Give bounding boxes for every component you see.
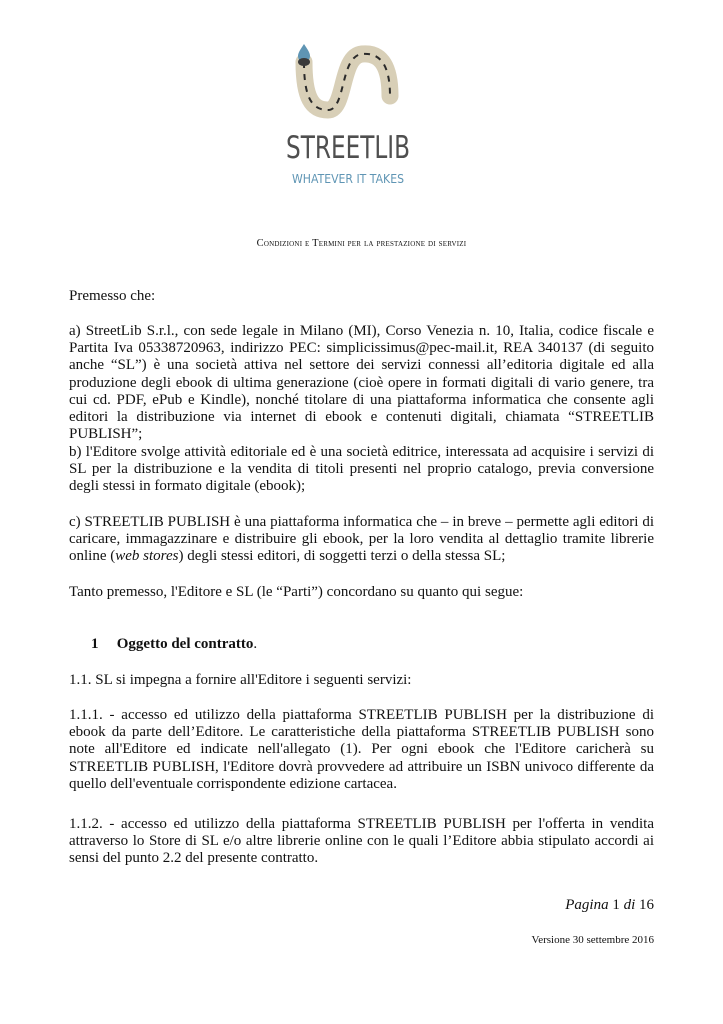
- intro-line: Premesso che:: [69, 288, 156, 304]
- premise-closing: Tanto premesso, l'Editore e SL (le “Parti”) concordano su quanto qui segue:: [69, 584, 524, 600]
- page-word: Pagina: [565, 897, 609, 913]
- section-1-suffix: .: [253, 636, 258, 652]
- streetlib-logo-graphic: [278, 38, 418, 198]
- premise-c-text-2: ) degli stessi editori, di soggetti terzi o della stessa SL;: [178, 548, 506, 565]
- page-current: 1: [612, 897, 620, 913]
- premise-a: a) StreetLib S.r.l., con sede legale in Milano (MI), Corso Venezia n. 10, Italia, codice fiscale e Partita Iva 05338720963, indirizzo PEC: simplicissimus@pec-mail.it, REA 340137 (di seguito anche “SL”) è una società attiva nel settore dei servizi connessi all’editoria digitale ed alla produzione degli ebook di ultima generazione (cioè opere in formati digitali di vario genere, tra cui cd. PDF, ePub e Kindle), nonché titolare di una piattaforma informatica che consente agli editori la distribuzione via internet di ebook e contenuti digitali, chiamata “STREETLIB PUBLISH”;: [69, 323, 654, 443]
- section-1-label: Oggetto del contratto: [116, 636, 254, 652]
- premise-c-italic: web stores: [115, 548, 179, 565]
- section-1-number: 1: [91, 636, 99, 652]
- page-total: 16: [639, 897, 654, 913]
- clause-1-1-1: 1.1.1. - accesso ed utilizzo della piattaforma STREETLIB PUBLISH per la distribuzione di ebook da parte dell’Editore. Le caratteristiche della piattaforma STREETLIB PUBLISH sono note all'Editore ed indicate nell'allegato (1). Per ogni ebook che l'Editore caricherà su STREETLIB PUBLISH, l'Editore dovrà provvedere ad attribuire un ISBN univoco differente da quello dell'eventuale corrispondente edizione cartacea.: [69, 707, 654, 792]
- logo-tagline: WHATEVER IT TAKES: [292, 172, 404, 186]
- premise-c: [69, 514, 654, 566]
- section-1-title: [91, 636, 257, 653]
- premise-b: b) l'Editore svolge attività editoriale ed è una società editrice, interessata ad acquisire i servizi di SL per la distribuzione e la vendita di titoli presenti nel proprio catalogo, previa conversione degli stessi in formato digitale (ebook);: [69, 444, 654, 495]
- clause-1-1: 1.1. SL si impegna a fornire all'Editore i seguenti servizi:: [69, 672, 412, 688]
- of-word: di: [623, 897, 636, 913]
- page-number: [565, 897, 654, 914]
- document-heading: Condizioni e Termini per la prestazione di servizi: [256, 238, 467, 249]
- logo-wordmark: STREETLIB: [286, 130, 410, 166]
- version-note: Versione 30 settembre 2016: [531, 934, 654, 946]
- clause-1-1-2: 1.1.2. - accesso ed utilizzo della piattaforma STREETLIB PUBLISH per l'offerta in vendita attraverso lo Store di SL e/o altre librerie online con le quali l’Editore abbia stipulato accordi ai sensi del punto 2.2 del presente contratto.: [69, 816, 654, 867]
- streetlib-logo: [278, 38, 418, 198]
- premise-c-text-1: c) STREETLIB PUBLISH è una piattaforma informatica che – in breve – permette agli editori di caricare, immagazzinare e distribuire gli ebook, per la loro vendita al dettaglio tramite librerie online (: [69, 514, 654, 565]
